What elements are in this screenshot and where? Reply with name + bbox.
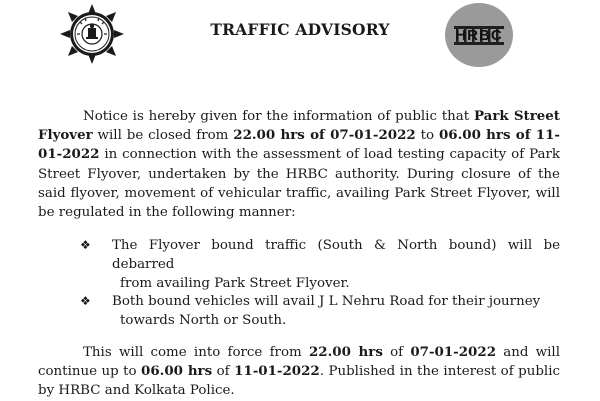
diamond-bullet-icon: ❖	[80, 238, 91, 252]
regulation-line: Both bound vehicles will avail J L Nehru Road for their journey	[112, 294, 541, 309]
notice-end-time: 06.00 hrs of 11-01-2022	[38, 127, 560, 163]
regulation-item	[80, 292, 560, 330]
closing-start-date: 07-01-2022	[410, 344, 497, 360]
notice-text: in connection with the assessment of load testing capacity of Park Street Flyover, undertaken by the HRBC authority. During closure of the said flyover, movement of vehicular traffic, availing Park Street Flyover, will be regulated in the following manner:	[38, 147, 560, 221]
hrbc-logo-text: HRBC	[455, 27, 503, 44]
notice-text: Notice is hereby given for the information of public that	[83, 109, 474, 124]
closing-text: This will come into force from	[83, 345, 309, 360]
regulation-line: towards North or South.	[120, 313, 287, 329]
notice-text: will be closed from	[92, 128, 234, 144]
closing-start-hour: 22.00 hrs	[308, 344, 383, 360]
regulation-text	[112, 236, 560, 294]
regulation-item	[80, 236, 560, 294]
diamond-bullet-icon: ❖	[80, 294, 91, 308]
regulation-text	[112, 292, 560, 330]
regulation-line: from availing Park Street Flyover.	[120, 276, 350, 292]
closing-text: and will continue up to	[38, 345, 560, 380]
closing-end-hour: 06.00 hrs	[141, 363, 213, 380]
hrbc-logo	[444, 2, 514, 68]
closing-text: of	[382, 345, 411, 360]
notice-paragraph	[38, 107, 560, 222]
notice-text: to	[415, 128, 439, 144]
closing-end-date: 11-01-2022	[234, 363, 320, 380]
advisory-title: TRAFFIC ADVISORY	[210, 20, 390, 39]
closing-text: of	[212, 364, 235, 380]
closing-paragraph	[38, 343, 560, 401]
closing-text: . Published in the interest of public by HRBC and Kolkata Police.	[38, 364, 560, 399]
notice-start-time: 22.00 hrs of 07-01-2022	[233, 127, 416, 144]
regulation-line: The Flyover bound traffic (South & North bound) will be debarred	[112, 238, 560, 273]
notice-location: Park Street Flyover	[38, 108, 560, 144]
